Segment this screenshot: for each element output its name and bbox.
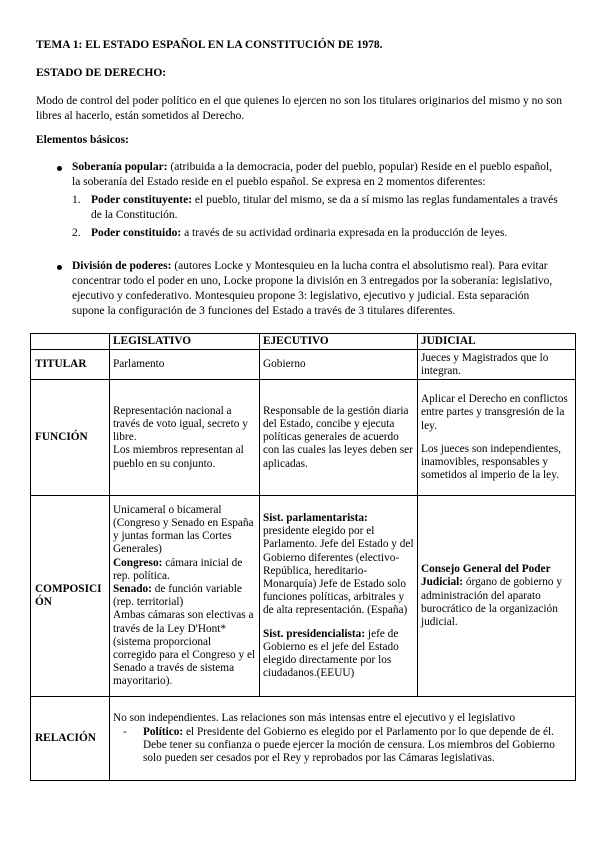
- congreso-text: cámara inicial de rep. política.: [113, 556, 243, 582]
- consejo-text: órgano de gobierno y administración del aparato burocrático de la organización judicial.: [421, 576, 562, 628]
- header-ejecutivo: EJECUTIVO: [260, 334, 418, 350]
- header-legislativo: LEGISLATIVO: [110, 334, 260, 350]
- table-row-titular: [31, 350, 576, 380]
- cell-composicion-judicial: [418, 496, 576, 697]
- parlamentarista-label: Sist. parlamentarista:: [263, 511, 368, 524]
- page-title: TEMA 1: EL ESTADO ESPAÑOL EN LA CONSTITUCIÓN DE 1978.: [36, 39, 383, 51]
- funcion-judicial-text-2: Los jueces son independientes, inamovibles, responsables y sometidos al imperio de la ley.: [421, 442, 561, 482]
- composicion-legislativo-intro: Unicameral o bicameral (Congreso y Senado en España y juntas forman las Cortes Generales): [113, 503, 254, 556]
- composicion-senado: [113, 583, 256, 609]
- row-label-titular: TITULAR: [31, 350, 110, 380]
- table-corner-cell: [31, 334, 110, 350]
- cell-titular-ejecutivo: Gobierno: [260, 350, 418, 380]
- list-number: 1.: [72, 194, 81, 206]
- division-text: (autores Locke y Montesquieu en la lucha contra el absolutismo real). Para evitar concentrar todo el poder en uno, Locke propone la división en 3 entregados por la soberanía: legislativo, ejecutivo y confederativo. Montesquieu propone 3: legislativo, ejecutivo y judicial. Esta separación supone la configuración de 3 funciones del Estado a través de 3 titulares diferentes.: [72, 260, 553, 317]
- sistema-presidencialista: [263, 628, 414, 681]
- division-label: División de poderes:: [72, 260, 172, 272]
- senado-label: Senado:: [113, 583, 152, 595]
- politico-text: el Presidente del Gobierno es elegido por el Parlamento por lo que depende de él. Debe tener su confianza o puede ejercer la moción de censura. Los miembros del Gobierno solo pueden ser cesados por el Rey y reprobados por las Cámaras legislativas.: [143, 725, 555, 764]
- congreso-label: Congreso:: [113, 556, 163, 569]
- funcion-legislativo-text: Representación nacional a través de voto igual, secreto y libre.: [113, 404, 248, 444]
- table-header-row: [31, 334, 576, 350]
- politico-label: Político:: [143, 725, 184, 738]
- table-row-composicion: [31, 496, 576, 697]
- funcion-judicial-text: Aplicar el Derecho en conflictos entre partes y transgresión de la ley.: [421, 393, 568, 432]
- list-item-text: el pueblo, titular del mismo, se da a sí mismo las reglas fundamentales a través de la Constitución.: [91, 194, 558, 221]
- division-paragraph: [72, 259, 562, 319]
- soberania-paragraph: [72, 160, 562, 190]
- cell-titular-judicial: Jueces y Magistrados que lo integran.: [418, 350, 576, 380]
- section-heading: ESTADO DE DERECHO:: [36, 67, 167, 79]
- table-row-relacion: [31, 697, 576, 781]
- row-label-funcion: FUNCIÓN: [31, 380, 110, 496]
- cell-funcion-ejecutivo: Responsable de la gestión diaria del Estado, concibe y ejecuta políticas generales de acuerdo con las cuales las leyes deben ser aplicadas.: [260, 380, 418, 496]
- cell-composicion-legislativo: [110, 496, 260, 697]
- relacion-politico: [113, 726, 572, 766]
- sistema-parlamentarista: [263, 512, 414, 618]
- list-item: [91, 226, 561, 241]
- soberania-text: (atribuida a la democracia, poder del pueblo, popular) Reside en el pueblo español, la soberanía del Estado reside en el pueblo español. Se expresa en 2 momentos diferentes:: [72, 161, 553, 188]
- composicion-congreso: [113, 557, 256, 583]
- funcion-legislativo-text-2: Los miembros representan al pueblo en su conjunto.: [113, 444, 244, 470]
- cell-funcion-judicial: [418, 380, 576, 496]
- consejo-label: Consejo General del Poder Judicial:: [421, 563, 551, 589]
- dash-marker: -: [123, 725, 127, 738]
- table-row-funcion: [31, 380, 576, 496]
- elements-heading: Elementos básicos:: [36, 134, 129, 146]
- bullet-icon: [57, 166, 62, 171]
- cell-titular-legislativo: Parlamento: [110, 350, 260, 380]
- row-label-relacion: RELACIÓN: [31, 697, 110, 781]
- soberania-label: Soberanía popular:: [72, 161, 168, 173]
- list-item-text: a través de su actividad ordinaria expresada en la producción de leyes.: [181, 227, 508, 239]
- list-item: [91, 193, 561, 223]
- presidencialista-label: Sist. presidencialista:: [263, 627, 366, 640]
- presidencialista-text: jefe de Gobierno es el jefe del Estado elegido directamente por los ciudadanos.(EEUU): [263, 627, 399, 680]
- cell-relacion: [110, 697, 576, 781]
- composicion-legislativo-rest: Ambas cámaras son electivas a través de la Ley D'Hont* (sistema proporcional corregido para el Congreso y el Senado a través de sistema mayoritario).: [113, 609, 256, 688]
- list-item-label: Poder constituyente:: [91, 194, 193, 206]
- senado-text: de función variable (rep. territorial): [113, 583, 242, 609]
- intro-paragraph: Modo de control del poder político en el que quienes lo ejercen no son los titulares originarios del mismo y no son libres al hacerlo, están sometidos al Derecho.: [36, 95, 563, 122]
- bullet-icon: [57, 265, 62, 270]
- list-item-label: Poder constituido:: [91, 227, 182, 239]
- parlamentarista-text: presidente elegido por el Parlamento. Jefe del Estado y del Gobierno diferentes (electivo- República, hereditario- Monarquía) Jefe de Estado solo funciones políticas, arbitrales y de alta representación. (España): [263, 525, 414, 617]
- relacion-intro: No son independientes. Las relaciones son más intensas entre el ejecutivo y el legislativo: [113, 712, 516, 725]
- cell-funcion-legislativo: [110, 380, 260, 496]
- list-number: 2.: [72, 227, 81, 239]
- powers-table: [30, 333, 576, 781]
- cell-composicion-ejecutivo: [260, 496, 418, 697]
- row-label-composicion: COMPOSICIÓN: [31, 496, 110, 697]
- header-judicial: JUDICIAL: [418, 334, 576, 350]
